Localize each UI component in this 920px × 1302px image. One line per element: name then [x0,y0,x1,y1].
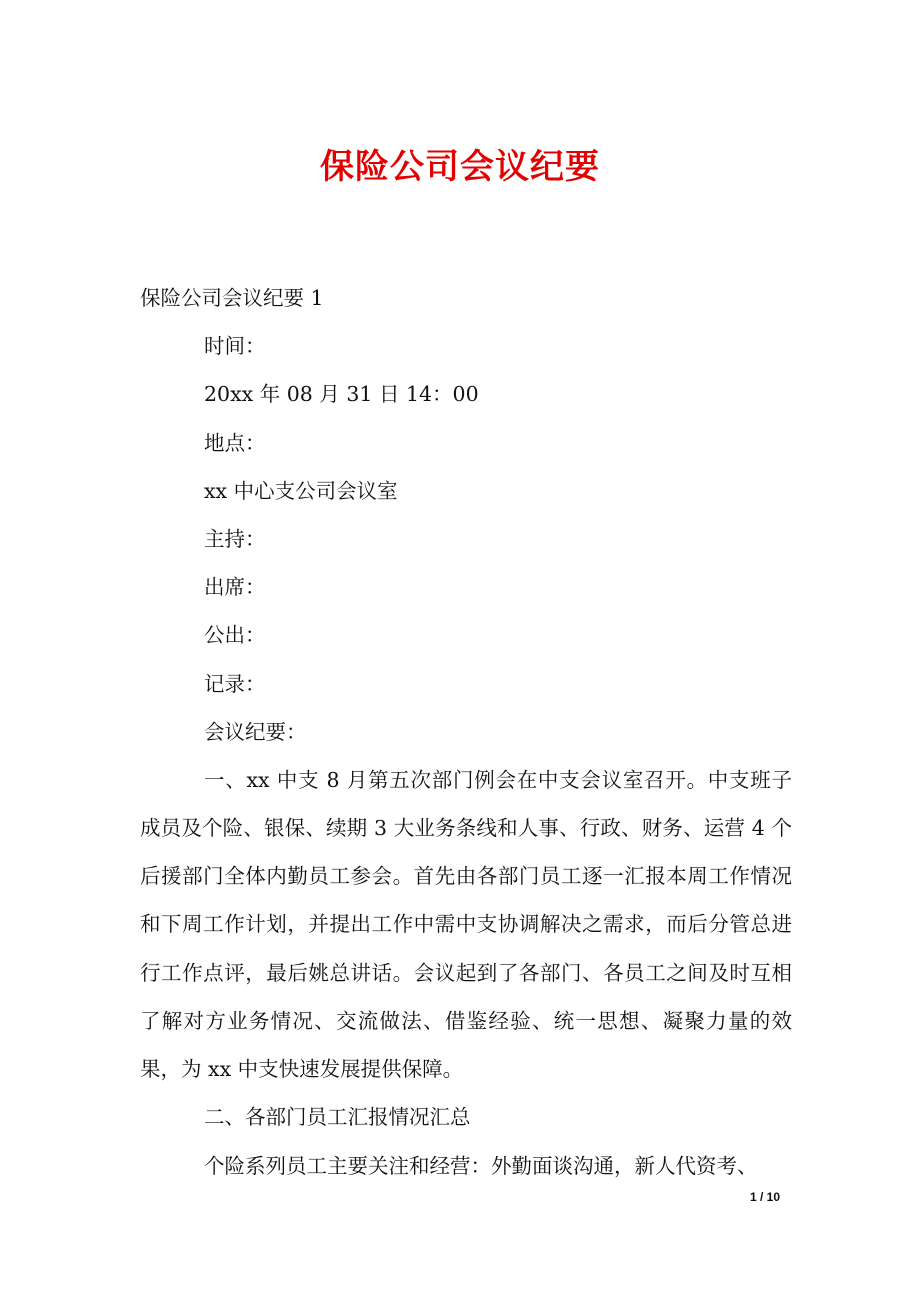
paragraph-meeting-overview: 一、xx 中支 8 月第五次部门例会在中支会议室召开。中支班子成员及个险、银保、续期 3 大业务条线和人事、行政、财务、运营 4 个后援部门全体内勤员工参会。首先由各部门员工逐一汇报本周工作情况和下周工作计划，并提出工作中需中支协调解决之需求，而后分管总进行工作点评，最后姚总讲话。会议起到了各部门、各员工之间及时互相了解对方业务情况、交流做法、借鉴经验、统一思想、凝聚力量的效果，为 xx 中支快速发展提供保障。 [140,767,792,1082]
recorder-label: 记录： [204,671,266,696]
absent-label: 公出： [204,623,266,648]
time-label: 时间： [204,334,266,359]
section-heading: 保险公司会议纪要 1 [140,286,324,310]
place-label: 地点： [204,430,266,455]
time-value: 20xx 年 08 月 31 日 14：00 [204,382,479,407]
paragraph-report-summary-heading: 二、各部门员工汇报情况汇总 [204,1105,471,1130]
place-value: xx 中心支公司会议室 [204,478,398,503]
document-title: 保险公司会议纪要 [320,147,600,187]
paragraph-individual-insurance: 个险系列员工主要关注和经营：外勤面谈沟通，新人代资考、 [204,1153,758,1178]
page-number: 1 / 10 [749,1190,780,1204]
attendees-label: 出席： [204,575,266,600]
minutes-label: 会议纪要： [204,719,307,744]
document-body [140,274,792,1190]
host-label: 主持： [204,526,266,551]
